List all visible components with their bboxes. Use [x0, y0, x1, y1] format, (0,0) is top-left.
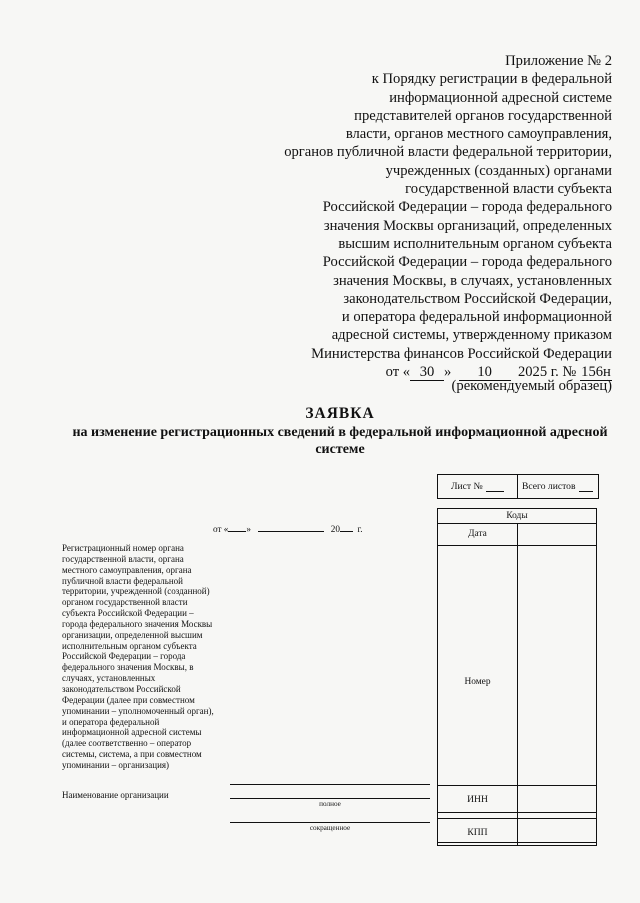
- total-sheets-label: Всего листов: [522, 481, 576, 492]
- org-full-name-line: [230, 798, 430, 799]
- sheet-number-cell: [438, 475, 518, 498]
- kpp-value-cell[interactable]: [518, 819, 596, 845]
- appendix-line: значения Москвы организаций, определенных: [323, 217, 612, 234]
- codes-row-number: [438, 546, 596, 819]
- document-title: ЗАЯВКА: [305, 405, 375, 422]
- form-date-month-blank: [258, 522, 324, 532]
- codes-row-date: [438, 523, 596, 546]
- date-year-text: 2025 г. №: [517, 364, 577, 381]
- sheet-number-blank: [486, 482, 504, 492]
- appendix-line: представителей органов государственной: [354, 107, 612, 124]
- form-date-year: 20: [330, 524, 340, 534]
- appendix-line: власти, органов местного самоуправления,: [345, 126, 612, 143]
- form-date-line: [213, 522, 363, 534]
- form-date-prefix: от «: [213, 524, 229, 534]
- codes-header: Коды: [438, 509, 596, 524]
- organization-name-label: Наименование организации: [62, 790, 169, 800]
- org-short-name-line: [230, 822, 430, 823]
- codes-row-inn: [437, 785, 597, 813]
- appendix-line: государственной власти субъекта: [405, 181, 612, 198]
- document-subtitle: на изменение регистрационных сведений в федеральной информационной адресной системе: [72, 425, 608, 457]
- total-sheets-blank: [579, 482, 593, 492]
- inn-label: ИНН: [438, 786, 518, 812]
- appendix-line: законодательством Российской Федерации,: [343, 290, 612, 307]
- registration-number-line: [230, 784, 430, 785]
- appendix-line: к Порядку регистрации в федеральной: [371, 71, 612, 88]
- form-date-suffix: г.: [357, 524, 363, 534]
- appendix-line: Приложение № 2: [505, 53, 612, 69]
- order-number: 156н: [581, 364, 611, 381]
- number-label: Номер: [438, 546, 518, 818]
- date-month: 10: [459, 365, 511, 381]
- sheet-number-label: Лист №: [451, 481, 483, 492]
- form-date-year-blank: [340, 522, 353, 532]
- appendix-line: Российской Федерации – города федерального: [322, 199, 612, 216]
- inn-value-cell[interactable]: [518, 786, 596, 812]
- total-sheets-cell: [518, 475, 598, 498]
- date-day-close: »: [444, 364, 452, 381]
- date-value-cell[interactable]: [518, 523, 596, 545]
- appendix-line: органов публичной власти федеральной территории,: [284, 144, 612, 161]
- appendix-line: высшим исполнительным органом субъекта: [338, 235, 612, 252]
- date-day: 30: [410, 365, 444, 381]
- form-date-close: »: [246, 524, 251, 534]
- form-date-day-blank: [228, 522, 246, 532]
- recommended-sample-note: (рекомендуемый образец): [451, 378, 612, 394]
- appendix-header: [192, 52, 612, 381]
- appendix-line: учрежденных (созданных) органами: [385, 162, 612, 179]
- appendix-line: Министерства финансов Российской Федерации: [311, 345, 612, 362]
- number-value-cell[interactable]: [518, 546, 596, 818]
- appendix-line: значения Москвы, в случаях, установленных: [333, 272, 612, 289]
- sheet-counter-box: [437, 474, 599, 499]
- date-label: Дата: [438, 523, 518, 545]
- org-full-name-caption: полное: [319, 800, 341, 808]
- appendix-line: Российской Федерации – города федерального: [322, 254, 612, 271]
- org-short-name-caption: сокращенное: [309, 824, 351, 832]
- codes-row-kpp: [437, 818, 597, 846]
- appendix-line: адресной системы, утвержденному приказом: [331, 327, 612, 344]
- date-prefix: от «: [385, 364, 411, 381]
- appendix-line: и оператора федеральной информационной: [341, 309, 612, 326]
- registration-number-label: Регистрационный номер органа государственной власти, органа местного самоуправления, органа публичной власти федеральной территории, учрежденной (созданной) органом государственной власти субъекта Российской Федерации – города федерального значения Москвы организации, определенной высшим исполнительным органом субъекта Российской Федерации – города федерального значения Москвы, в случаях, установленных законодательством Российской Федерации (далее при совместном упоминании – уполномоченный орган), и оператора федеральной информационной адресной системы (далее соответственно – оператор системы, система, а при совместном упоминании – организация): [62, 543, 214, 770]
- kpp-label: КПП: [438, 819, 518, 845]
- appendix-line: информационной адресной системе: [389, 89, 612, 106]
